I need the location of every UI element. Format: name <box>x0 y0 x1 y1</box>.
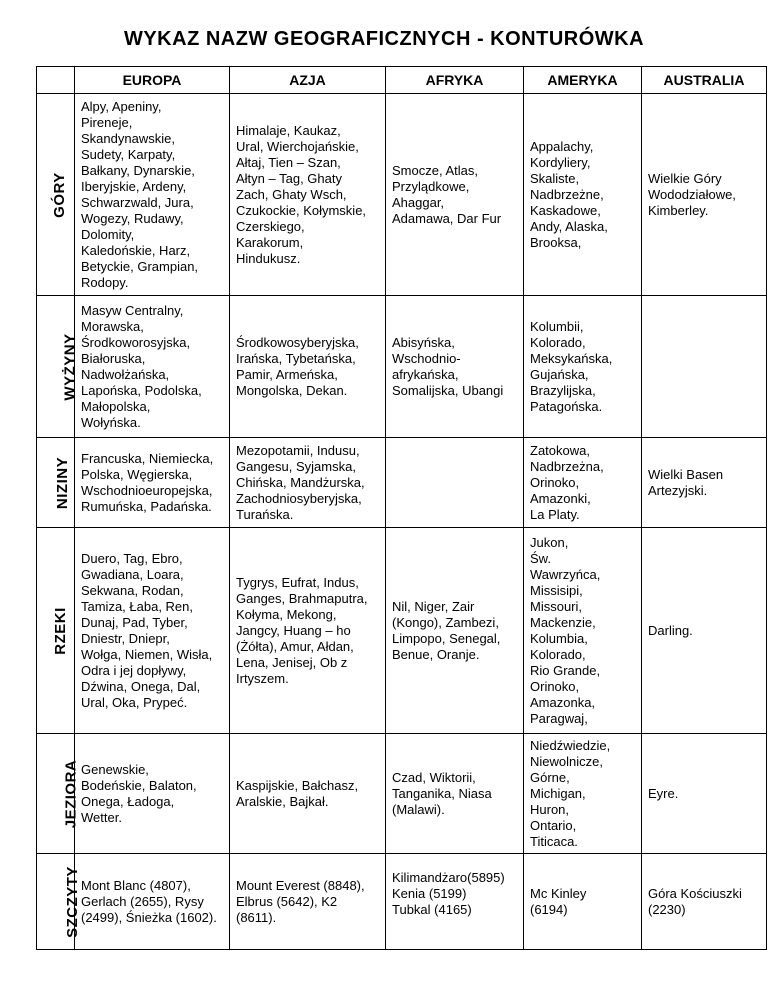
table-cell: Kolumbii, Kolorado, Meksykańska, Gujańska, Brazylijska, Patagońska. <box>524 296 642 438</box>
table-row-rzeki <box>37 528 767 734</box>
table-cell: Środkowosyberyjska, Irańska, Tybetańska, Pamir, Armeńska, Mongolska, Dekan. <box>230 296 386 438</box>
table-cell: Góra Kościuszki (2230) <box>642 854 767 950</box>
table-cell <box>386 438 524 528</box>
table-cell: Czad, Wiktorii, Tanganika, Niasa (Malawi). <box>386 734 524 854</box>
table-cell: Wielkie Góry Wododziałowe, Kimberley. <box>642 94 767 296</box>
column-header-australia: AUSTRALIA <box>642 67 767 94</box>
table-cell: Masyw Centralny, Morawska, Środkoworosyjska, Białoruska, Nadwołżańska, Lapońska, Podolska, Małopolska, Wołyńska. <box>75 296 230 438</box>
table-cell: Nil, Niger, Zair (Kongo), Zambezi, Limpopo, Senegal, Benue, Oranje. <box>386 528 524 734</box>
table-cell: Jukon, Św. Wawrzyńca, Missisipi, Missouri, Mackenzie, Kolumbia, Kolorado, Rio Grande, Orinoko, Amazonka, Paragwaj, <box>524 528 642 734</box>
table-cell: Alpy, Apeniny, Pireneje, Skandynawskie, Sudety, Karpaty, Bałkany, Dynarskie, Iberyjskie, Ardeny, Schwarzwald, Jura, Wogezy, Rudawy, Dolomity, Kaledońskie, Harz, Betyckie, Grampian, Rodopy. <box>75 94 230 296</box>
page-title: WYKAZ NAZW GEOGRAFICZNYCH - KONTURÓWKA <box>123 28 645 50</box>
table-cell <box>642 296 767 438</box>
table-cell: Himalaje, Kaukaz, Ural, Wierchojańskie, Ałtaj, Tien – Szan, Ałtyn – Tag, Ghaty Zach, Ghaty Wsch, Czukockie, Kołymskie, Czerskiego, Karakorum, Hindukusz. <box>230 94 386 296</box>
table-cell: Abisyńska, Wschodnio- afrykańska, Somalijska, Ubangi <box>386 296 524 438</box>
geography-table <box>36 66 767 950</box>
row-header-wyzyny: WYŻYNY <box>37 296 75 438</box>
row-header-szczyty: SZCZYTY <box>37 854 75 950</box>
table-row-jeziora <box>37 734 767 854</box>
column-header-azja: AZJA <box>230 67 386 94</box>
row-header-jeziora: JEZIORA <box>37 734 75 854</box>
column-header-europa: EUROPA <box>75 67 230 94</box>
table-row-wyzyny <box>37 296 767 438</box>
row-header-gory: GÓRY <box>37 94 75 296</box>
table-cell: Smocze, Atlas, Przylądkowe, Ahaggar, Adamawa, Dar Fur <box>386 94 524 296</box>
table-row-szczyty <box>37 854 767 950</box>
table-cell: Genewskie, Bodeńskie, Balaton, Onega, Ładoga, Wetter. <box>75 734 230 854</box>
table-cell: Appalachy, Kordyliery, Skaliste, Nadbrzeżne, Kaskadowe, Andy, Alaska, Brooksa, <box>524 94 642 296</box>
row-header-niziny: NIZINY <box>37 438 75 528</box>
column-header-ameryka: AMERYKA <box>524 67 642 94</box>
row-header-rzeki: RZEKI <box>37 528 75 734</box>
table-cell: Niedźwiedzie, Niewolnicze, Górne, Michigan, Huron, Ontario, Titicaca. <box>524 734 642 854</box>
header-row <box>37 67 767 94</box>
table-cell: Tygrys, Eufrat, Indus, Ganges, Brahmaputra, Kołyma, Mekong, Jangcy, Huang – ho (Żółta), Amur, Ałdan, Lena, Jenisej, Ob z Irtyszem. <box>230 528 386 734</box>
table-row-niziny <box>37 438 767 528</box>
column-header-afryka: AFRYKA <box>386 67 524 94</box>
corner-cell <box>37 67 75 94</box>
table-cell: Duero, Tag, Ebro, Gwadiana, Loara, Sekwana, Rodan, Tamiza, Łaba, Ren, Dunaj, Pad, Tyber, Dniestr, Dniepr, Wołga, Niemen, Wisła, Odra i jej dopływy, Dźwina, Onega, Dal, Ural, Oka, Prypeć. <box>75 528 230 734</box>
table-cell: Zatokowa, Nadbrzeżna, Orinoko, Amazonki, La Platy. <box>524 438 642 528</box>
table-cell: Kilimandżaro(5895) Kenia (5199) Tubkal (4165) <box>386 854 524 950</box>
table-cell: Kaspijskie, Bałchasz, Aralskie, Bajkał. <box>230 734 386 854</box>
table-cell: Eyre. <box>642 734 767 854</box>
table-cell: Mont Blanc (4807), Gerlach (2655), Rysy (2499), Śnieżka (1602). <box>75 854 230 950</box>
table-cell: Francuska, Niemiecka, Polska, Węgierska, Wschodnioeuropejska, Rumuńska, Padańska. <box>75 438 230 528</box>
table-row-gory <box>37 94 767 296</box>
table-cell: Wielki Basen Artezyjski. <box>642 438 767 528</box>
table-cell: Darling. <box>642 528 767 734</box>
table-cell: Mount Everest (8848), Elbrus (5642), K2 (8611). <box>230 854 386 950</box>
table-cell: Mc Kinley (6194) <box>524 854 642 950</box>
table-cell: Mezopotamii, Indusu, Gangesu, Syjamska, Chińska, Mandżurska, Zachodniosyberyjska, Turańska. <box>230 438 386 528</box>
